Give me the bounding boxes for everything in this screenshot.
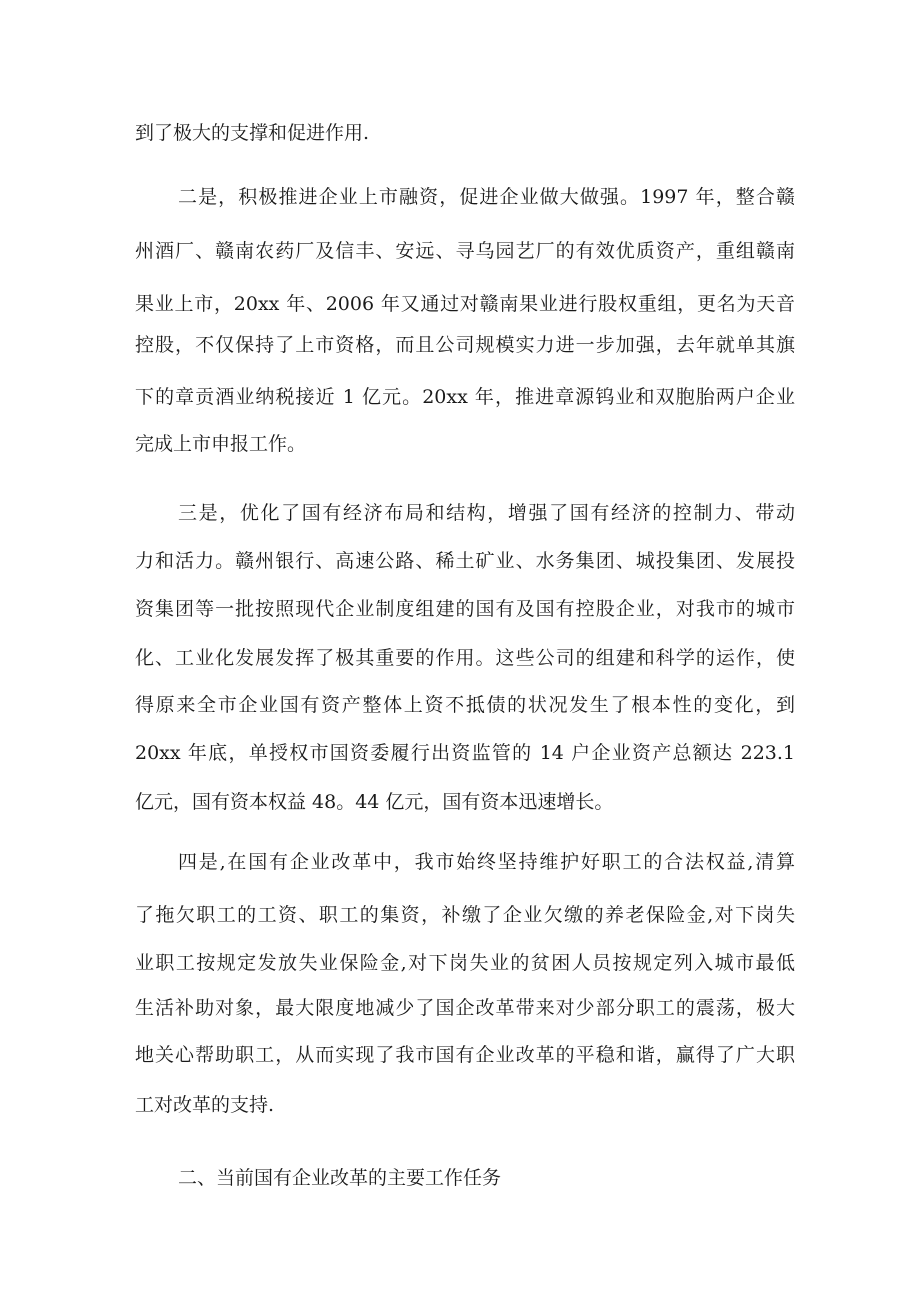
paragraph-3-line-3: 资集团等一批按照现代企业制度组建的国有及国有控股企业，对我市的城市 bbox=[135, 598, 795, 620]
paragraph-3-line-5: 得原来全市企业国有资产整体上资不抵债的状况发生了根本性的变化，到 bbox=[135, 694, 795, 716]
paragraph-3-line-2: 力和活力。赣州银行、高速公路、稀土矿业、水务集团、城投集团、发展投 bbox=[135, 550, 795, 572]
paragraph-4-line-6: 工对改革的支持. bbox=[135, 1094, 275, 1116]
paragraph-4-line-4: 生活补助对象，最大限度地减少了国企改革带来对少部分职工的震荡，极大 bbox=[135, 997, 795, 1019]
paragraph-3-line-6: 20xx 年底，单授权市国资委履行出资监管的 14 户企业资产总额达 223.1 bbox=[135, 742, 795, 764]
paragraph-2-line-5: 下的章贡酒业纳税接近 1 亿元。20xx 年，推进章源钨业和双胞胎两户企业 bbox=[135, 386, 795, 408]
paragraph-1-line-1: 到了极大的支撑和促进作用. bbox=[135, 122, 370, 144]
paragraph-3-line-1: 三是，优化了国有经济布局和结构，增强了国有经济的控制力、带动 bbox=[178, 502, 795, 524]
paragraph-4-line-1: 四是,在国有企业改革中，我市始终坚持维护好职工的合法权益,清算 bbox=[178, 851, 795, 873]
paragraph-4-line-3: 业职工按规定发放失业保险金,对下岗失业的贫困人员按规定列入城市最低 bbox=[135, 952, 795, 974]
paragraph-4-line-5: 地关心帮助职工，从而实现了我市国有企业改革的平稳和谐，赢得了广大职 bbox=[135, 1044, 795, 1066]
paragraph-2-line-6: 完成上市申报工作。 bbox=[135, 433, 307, 455]
paragraph-4-line-2: 了拖欠职工的工资、职工的集资，补缴了企业欠缴的养老保险金,对下岗失 bbox=[135, 904, 795, 926]
paragraph-2-line-2: 州酒厂、赣南农药厂及信丰、安远、寻乌园艺厂的有效优质资产，重组赣南 bbox=[135, 240, 795, 262]
section-heading: 二、当前国有企业改革的主要工作任务 bbox=[178, 1167, 502, 1189]
paragraph-2-line-1: 二是，积极推进企业上市融资，促进企业做大做强。1997 年，整合赣 bbox=[178, 186, 795, 208]
paragraph-2-line-3: 果业上市，20xx 年、2006 年又通过对赣南果业进行股权重组，更名为天音 bbox=[135, 293, 795, 315]
paragraph-3-line-4: 化、工业化发展发挥了极其重要的作用。这些公司的组建和科学的运作，使 bbox=[135, 647, 795, 669]
paragraph-2-line-4: 控股，不仅保持了上市资格，而且公司规模实力进一步加强，去年就单其旗 bbox=[135, 334, 795, 356]
paragraph-3-line-7: 亿元，国有资本权益 48。44 亿元，国有资本迅速增长。 bbox=[135, 791, 614, 813]
